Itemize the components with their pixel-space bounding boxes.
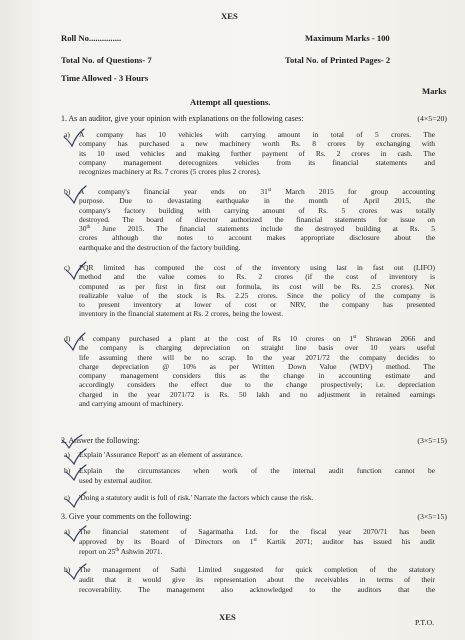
q2a-label: a) [64,450,70,459]
q2b-label: b) [64,466,71,475]
q2a-text: Explain 'Assurance Report' as an element of assurance. [79,450,243,459]
q2c-label: c) [64,493,70,502]
q1d-text: A company purchased a plant at the cost of Rs 10 crores on 1st Shrawan 2066 and the company is charging depreciation on straight line basis over 10 years useful life assuming there will be no scrap. In the year 2071/72 the company decides to charge depreciation @ 10% as per Written Down Value (WDV) method. The company management considers this as the change in accounting estimate and accordingly considers the effect due to the change prospectively; i.e. depreciation charged in the year 2071/72 is Rs. 50 lakh and no adjustment in retained earnings and carrying amount of machinery. [79,334,436,408]
roll-number: Roll No............... [61,33,122,43]
q3a-label: a) [64,527,70,536]
question-1: 1. As an auditor, give your opinion with explanations on the following cases: [61,114,304,123]
exam-code-top: XES [221,11,238,21]
marks-heading: Marks [422,86,447,96]
time-allowed: Time Allowed - 3 Hours [61,73,149,83]
q1c-text: PQR limited has computed the cost of the inventory using last in fast out (LIFO) method and the value comes to Rs. 2 crores (if the cost of inventory is computed as per first in first out formula, its cost will be Rs. 2.5 crores). Net realizable value of the stock is Rs. 2.25 crores. Since the policy of the company is to present inventory at lower of cost or NRV, the company has presented inventory in the financial statement at Rs. 2 crores, being the lowest. [79,263,435,319]
question-3-marks: (3×5=15) [417,512,447,521]
q2c-text: 'Doing a statutory audit is full of risk.' Narrate the factors which cause the risk. [79,493,314,502]
total-questions: Total No. of Questions- 7 [61,55,152,65]
q1a-text: A company has 10 vehicles with carrying amount in total of 5 crores. The company has purchased a new machinery worth Rs. 8 crores by exchanging with its 10 used vehicles and making further payment of Rs. 2 crores in cash. The company management derecognizes vehicles from its financial statements and recognizes machinery at Rs. 7 crores (5 crores plus 2 crores). [79,130,435,176]
q1d-label: d) [64,334,71,343]
q1c-label: c) [64,263,70,272]
exam-code-bottom: XES [219,612,236,622]
question-2-marks: (3×5=15) [417,436,447,445]
instruction: Attempt all questions. [190,97,271,107]
q2b-text: Explain the circumstances when work of the internal audit function cannot be used by external auditor. [79,466,435,486]
q1b-text: A company's financial year ends on 31st March 2015 for group accounting purpose. Due to devastating earthquake in the month of April 2015, the company's factory building with carrying amount of Rs. 5 crores was totally destroyed. The board of director authorized the financial statements for issue on 30th June 2015. The financial statements include the destroyed building at Rs. 5 crores although the notes to account makes appropriate disclosure about the earthquake and the destruction of the factory building. [79,187,435,252]
question-1-marks: (4×5=20) [417,114,447,123]
q3b-label: b) [64,565,71,574]
q3a-text: The financial statement of Sagarmatha Ltd. for the fiscal year 2070/71 has been approved by its Board of Directors on 1st Kartik 2071; auditor has issued his audit report on 25th Ashwin 2071. [79,527,435,556]
question-3: 3. Give your comments on the following: [61,512,192,521]
question-2: 2. Answer the following: [61,436,140,445]
q1b-label: b) [64,187,71,196]
q1a-label: a) [64,130,70,139]
maximum-marks: Maximum Marks - 100 [305,33,390,43]
q3b-text: The management of Sathi Limited suggested for quick completion of the statutory audit that it would give its representation about the receivables in terms of their recoverability. The management also acknowledged to the auditors that the [79,565,435,594]
pto-note: P.T.O. [415,618,435,627]
printed-pages: Total No. of Printed Pages- 2 [285,55,391,65]
